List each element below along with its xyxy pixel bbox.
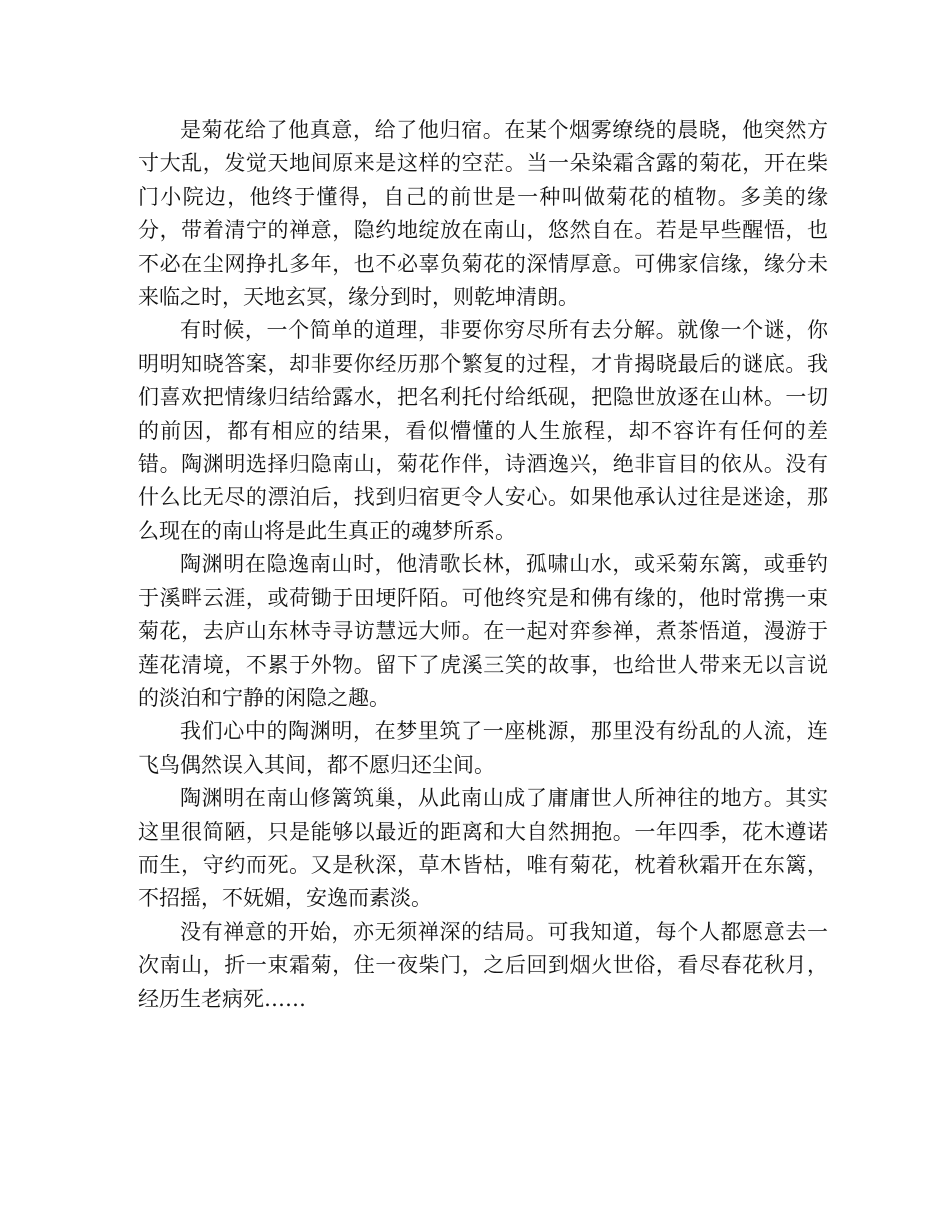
paragraph-1: 是菊花给了他真意，给了他归宿。在某个烟雾缭绕的晨晓，他突然方寸大乱，发觉天地间原来是这样的空茫。当一朵染霜含露的菊花，开在柴门小院边，他终于懂得，自己的前世是一种叫做菊花的植物。多美的缘分，带着清宁的禅意，隐约地绽放在南山，悠然自在。若是早些醒悟，也不必在尘网挣扎多年，也不必辜负菊花的深情厚意。可佛家信缘，缘分未来临之时，天地玄冥，缘分到时，则乾坤清朗。 <box>138 118 828 310</box>
paragraph-3: 陶渊明在隐逸南山时，他清歌长林，孤啸山水，或采菊东篱，或垂钓于溪畔云涯，或荷锄于田埂阡陌。可他终究是和佛有缘的，他时常携一束菊花，去庐山东林寺寻访慧远大师。在一起对弈参禅，煮茶悟道，漫游于莲花清境，不累于外物。留下了虎溪三笑的故事，也给世人带来无以言说的淡泊和宁静的闲隐之趣。 <box>138 552 828 710</box>
paragraph-5: 陶渊明在南山修篱筑巢，从此南山成了庸庸世人所神往的地方。其实这里很简陋，只是能够以最近的距离和大自然拥抱。一年四季，花木遵诺而生，守约而死。又是秋深，草木皆枯，唯有菊花，枕着秋霜开在东篱，不招摇，不妩媚，安逸而素淡。 <box>138 786 828 911</box>
document-body <box>138 114 828 1016</box>
paragraph-6: 没有禅意的开始，亦无须禅深的结局。可我知道，每个人都愿意去一次南山，折一束霜菊，住一夜柴门，之后回到烟火世俗，看尽春花秋月，经历生老病死…… <box>138 919 828 1011</box>
paragraph-4: 我们心中的陶渊明，在梦里筑了一座桃源，那里没有纷乱的人流，连飞鸟偶然误入其间，都不愿归还尘间。 <box>138 719 828 777</box>
paragraph-2: 有时候，一个简单的道理，非要你穷尽所有去分解。就像一个谜，你明明知晓答案，却非要你经历那个繁复的过程，才肯揭晓最后的谜底。我们喜欢把情缘归结给露水，把名利托付给纸砚，把隐世放逐在山林。一切的前因，都有相应的结果，看似懵懂的人生旅程，却不容许有任何的差错。陶渊明选择归隐南山，菊花作伴，诗酒逸兴，绝非盲目的依从。没有什么比无尽的漂泊后，找到归宿更令人安心。如果他承认过往是迷途，那么现在的南山将是此生真正的魂梦所系。 <box>138 318 828 543</box>
